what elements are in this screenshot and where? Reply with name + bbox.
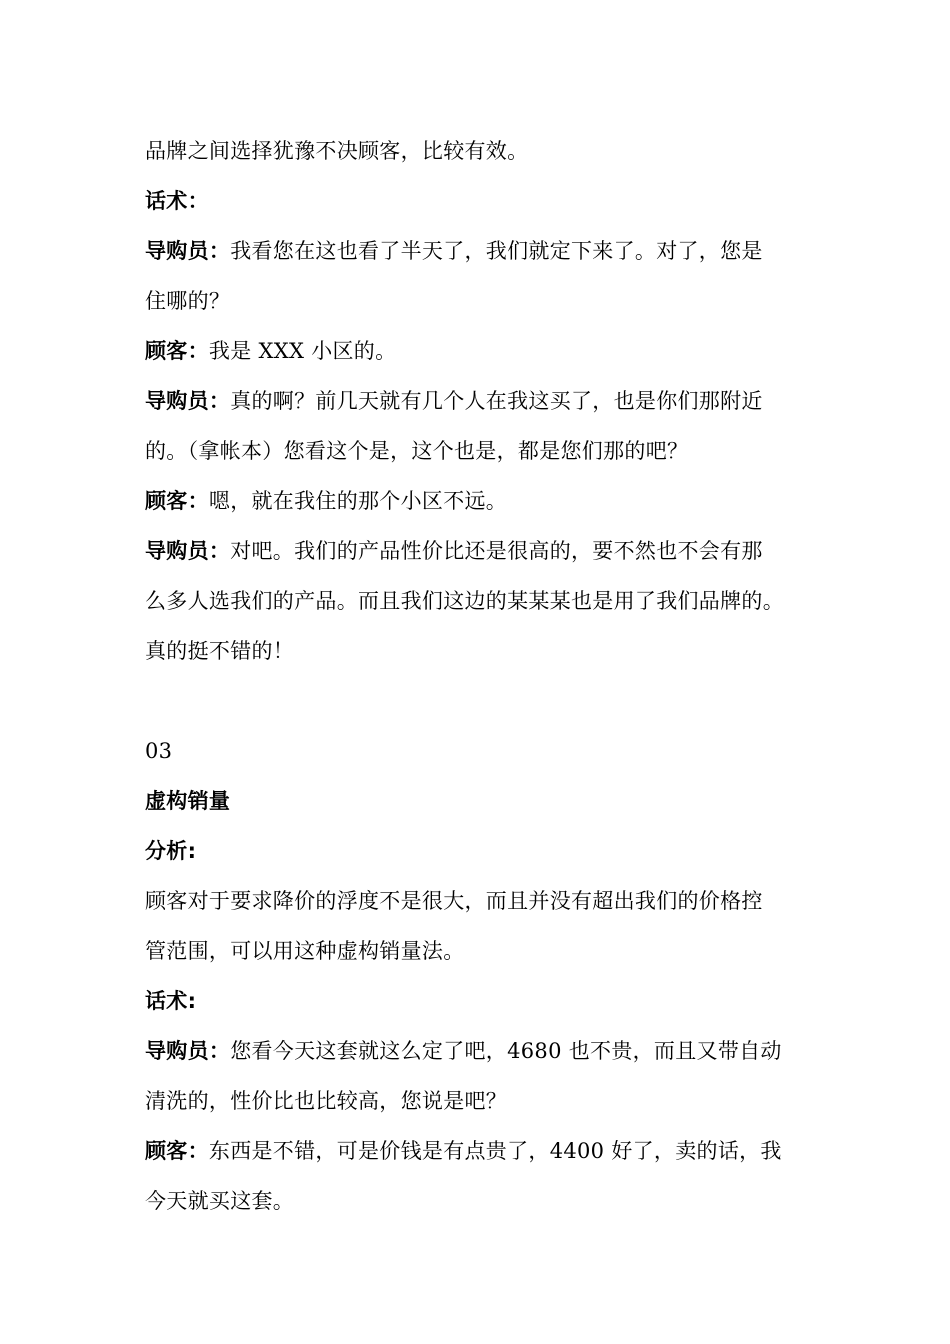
script-label: 话术：: [145, 189, 209, 213]
dialogue-text: 真的啊？前几天就有几个人在我这买了，也是你们那附近: [230, 389, 763, 413]
speaker-label: 顾客：: [145, 489, 209, 513]
dialogue-text: 嗯，就在我住的那个小区不远。: [208, 489, 508, 513]
dialogue-text: 东西是不错，可是价钱是有点贵了，4400 好了，卖的话，我: [208, 1139, 782, 1163]
script-label: 话术:: [145, 989, 197, 1013]
dialogue-line: [145, 1126, 815, 1176]
dialogue-block-a: [145, 226, 815, 676]
dialogue-text: 住哪的？: [145, 289, 231, 313]
dialogue-line: [145, 426, 815, 476]
speaker-label: 导购员：: [145, 539, 231, 563]
dialogue-line: [145, 376, 815, 426]
dialogue-line: [145, 576, 815, 626]
dialogue-line: [145, 276, 815, 326]
dialogue-text: 您看今天这套就这么定了吧，4680 也不贵，而且又带自动: [230, 1039, 782, 1063]
dialogue-line: [145, 626, 815, 676]
speaker-label: 导购员：: [145, 389, 231, 413]
dialogue-line: [145, 526, 815, 576]
dialogue-text: 今天就买这套。: [145, 1189, 295, 1213]
dialogue-text: 么多人选我们的产品。而且我们这边的某某某也是用了我们品牌的。: [145, 589, 784, 613]
dialogue-text: 我看您在这也看了半天了，我们就定下来了。对了，您是: [230, 239, 763, 263]
dialogue-line: [145, 1176, 815, 1226]
dialogue-line: [145, 1076, 815, 1126]
speaker-label: 导购员：: [145, 1039, 231, 1063]
section-spacer: [145, 676, 815, 726]
speaker-label: 导购员：: [145, 239, 231, 263]
dialogue-text: 真的挺不错的！: [145, 639, 295, 663]
dialogue-block-b: [145, 1026, 815, 1226]
analysis-text: 管范围，可以用这种虚构销量法。: [145, 939, 465, 963]
section-number: 03: [145, 739, 173, 763]
dialogue-text: 清洗的，性价比也比较高，您说是吧？: [145, 1089, 508, 1113]
dialogue-line: [145, 1026, 815, 1076]
analysis-text: 顾客对于要求降价的浮度不是很大，而且并没有超出我们的价格控: [145, 889, 763, 913]
dialogue-line: [145, 476, 815, 526]
dialogue-text: 我是 XXX 小区的。: [208, 339, 397, 363]
dialogue-line: [145, 226, 815, 276]
intro-tail-text: 品牌之间选择犹豫不决顾客，比较有效。: [145, 139, 529, 163]
speaker-label: 顾客：: [145, 1139, 209, 1163]
dialogue-text: 对吧。我们的产品性价比还是很高的，要不然也不会有那: [230, 539, 763, 563]
analysis-label: 分析:: [145, 839, 197, 863]
dialogue-text: 的。（拿帐本）您看这个是，这个也是，都是您们那的吧？: [145, 439, 689, 463]
dialogue-line: [145, 326, 815, 376]
section-title: 虚构销量: [145, 789, 231, 813]
document-page: [145, 126, 815, 1226]
speaker-label: 顾客：: [145, 339, 209, 363]
